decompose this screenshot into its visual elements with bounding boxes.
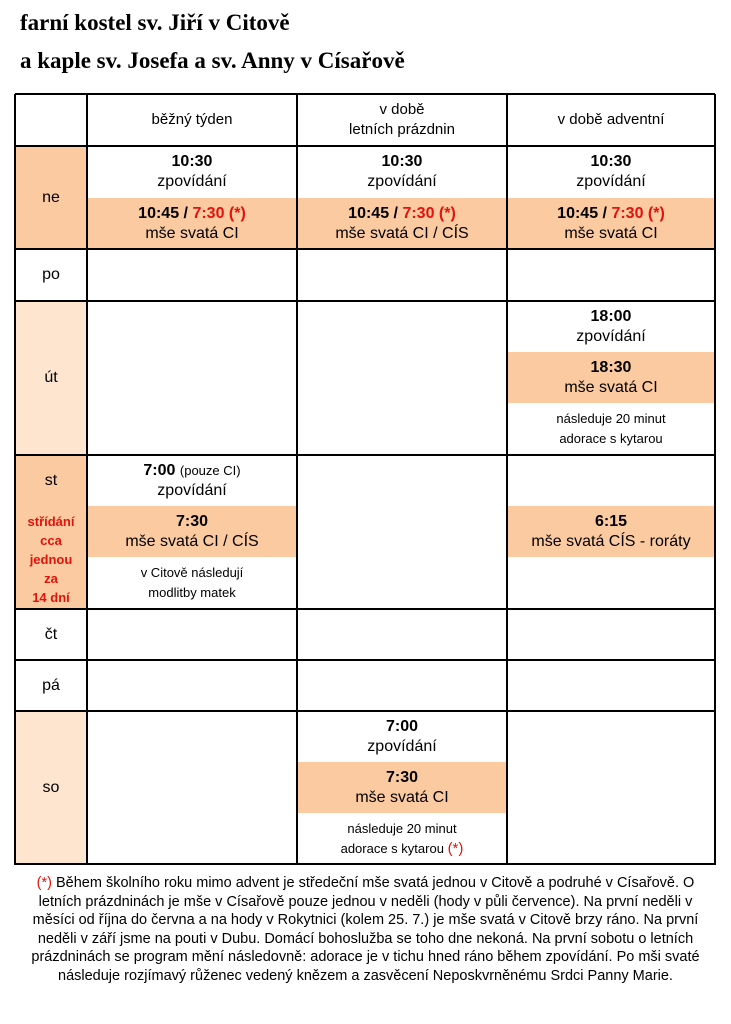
mass-label: mše svatá CI / CÍS — [125, 532, 259, 550]
confession-time: 10:30 — [171, 153, 213, 170]
sunday-normal-mass — [87, 198, 297, 249]
grid-line — [15, 863, 715, 865]
grid-line — [14, 94, 16, 865]
footnote-marker: (*) — [36, 875, 52, 891]
confession-label: zpovídání — [576, 327, 646, 345]
grid-line — [714, 94, 716, 865]
mass-label: mše svatá CI / CÍS — [335, 224, 469, 242]
confession-time: 18:00 — [590, 307, 632, 325]
column-header-advent-label: v době adventní — [557, 111, 665, 128]
grid-line — [86, 94, 88, 865]
grid-line — [15, 710, 715, 712]
alternation-line: cca — [40, 533, 62, 548]
day-label-ne: ne — [42, 188, 60, 206]
day-label-pa: pá — [42, 676, 60, 694]
mass-time: 10:45 — [138, 204, 180, 222]
grid-line — [15, 608, 715, 610]
confession-label: zpovídání — [157, 481, 227, 499]
time-separator: / — [389, 204, 403, 222]
grid-line — [15, 248, 715, 250]
mass-time: 18:30 — [590, 358, 632, 376]
column-header-advent — [507, 94, 715, 146]
saturday-summer-mass — [297, 762, 507, 813]
mass-label: mše svatá CI — [355, 788, 449, 806]
confession-label: zpovídání — [367, 737, 437, 755]
mass-time: 7:30 — [385, 768, 419, 786]
column-header-normal — [87, 94, 297, 146]
note-line-2: adorace s kytarou — [340, 841, 444, 856]
mass-time-alt: 7:30 — [611, 204, 644, 222]
tuesday-advent-confession — [507, 301, 715, 352]
mass-time: 10:45 — [557, 204, 599, 222]
sunday-advent-mass — [507, 198, 715, 249]
confession-label: zpovídání — [157, 173, 227, 190]
footnote-text: Během školního roku mimo advent je středeční mše svatá jednou v Citově a podruhé v Císařově. O letních prázdninách je mše v Císařově pouze jednou v neděli (hody v půli července). Na první neděli v měsíci od října do června a na hody v Rokytnici (kolem 25. 7.) je mše svatá v Citově brzy ráno. Na první neděli v září jsme na pouti v Dubu. Domácí bohoslužba se toho dne nekoná. Na první sobotu o letních prázdninách se program mění následovně: adorace je v tichu hned ráno během zpovídání. Po mši svaté následuje rozjímavý růženec vedený knězem a zasvěcení Neposkvrněnému Srdci Panny Marie. — [31, 875, 700, 984]
column-header-summer — [297, 94, 507, 146]
mass-time: 6:15 — [594, 512, 628, 530]
mass-label: mše svatá CI — [564, 378, 658, 396]
confession-note: (pouze CI) — [179, 462, 241, 478]
note-line-2: adorace s kytarou — [559, 431, 663, 446]
confession-time: 7:00 — [143, 461, 176, 479]
grid-line — [15, 145, 715, 147]
sunday-advent-confession — [507, 146, 715, 198]
note-line-1: následuje 20 minut — [347, 821, 457, 836]
mass-time: 7:30 — [175, 512, 209, 530]
confession-label: zpovídání — [576, 173, 646, 190]
mass-label: mše svatá CÍS - roráty — [531, 532, 691, 550]
day-label-so: so — [42, 779, 60, 796]
grid-line — [296, 94, 298, 865]
footnote-marker: (*) — [438, 204, 456, 222]
wednesday-advent-mass — [507, 506, 715, 557]
mass-label: mše svatá CI — [145, 224, 239, 242]
alternation-line: jednou — [29, 552, 73, 567]
tuesday-advent-mass — [507, 352, 715, 403]
grid-line — [506, 94, 508, 865]
sunday-summer-confession — [297, 146, 507, 198]
day-label-ct: čt — [44, 625, 58, 643]
confession-time: 7:00 — [385, 717, 419, 735]
page-title-line-1: farní kostel sv. Jiří v Citově — [20, 10, 290, 35]
tuesday-advent-note — [507, 403, 715, 455]
wednesday-alternation-note — [15, 512, 87, 607]
time-separator: / — [179, 204, 193, 222]
confession-label: zpovídání — [367, 173, 437, 190]
mass-label: mše svatá CI — [564, 224, 658, 242]
time-separator: / — [598, 204, 612, 222]
footnote — [24, 874, 707, 985]
saturday-summer-note — [297, 813, 507, 865]
grid-line — [15, 300, 715, 302]
mass-time: 10:45 — [348, 204, 390, 222]
confession-time: 10:30 — [590, 153, 632, 170]
column-header-summer-line-1: v době — [379, 101, 425, 118]
note-line-1: následuje 20 minut — [556, 411, 666, 426]
saturday-summer-confession — [297, 711, 507, 762]
day-label-st: st — [44, 472, 58, 489]
mass-time-alt: 7:30 — [402, 204, 435, 222]
wednesday-normal-confession — [87, 455, 297, 506]
alternation-line: za — [44, 571, 58, 586]
page-title-line-2: a kaple sv. Josefa a sv. Anny v Císařově — [20, 48, 405, 73]
schedule-table — [15, 94, 715, 865]
footnote-marker: (*) — [228, 204, 246, 222]
sunday-summer-mass — [297, 198, 507, 249]
column-header-summer-line-2: letních prázdnin — [349, 121, 455, 138]
footnote-marker: (*) — [647, 204, 665, 222]
note-line-1: v Citově následují — [140, 565, 244, 580]
grid-line — [15, 454, 715, 456]
alternation-line: střídání — [27, 514, 75, 529]
confession-time: 10:30 — [381, 153, 423, 170]
note-line-2: modlitby matek — [148, 585, 236, 600]
grid-line — [15, 659, 715, 661]
day-label-ut: út — [44, 369, 58, 386]
footnote-marker: (*) — [447, 840, 464, 857]
grid-line — [15, 93, 715, 95]
wednesday-normal-mass — [87, 506, 297, 557]
mass-time-alt: 7:30 — [192, 204, 225, 222]
wednesday-normal-note — [87, 557, 297, 609]
day-label-po: po — [42, 266, 60, 283]
alternation-line: 14 dní — [32, 590, 70, 605]
column-header-normal-label: běžný týden — [151, 111, 233, 128]
sunday-normal-confession — [87, 146, 297, 198]
